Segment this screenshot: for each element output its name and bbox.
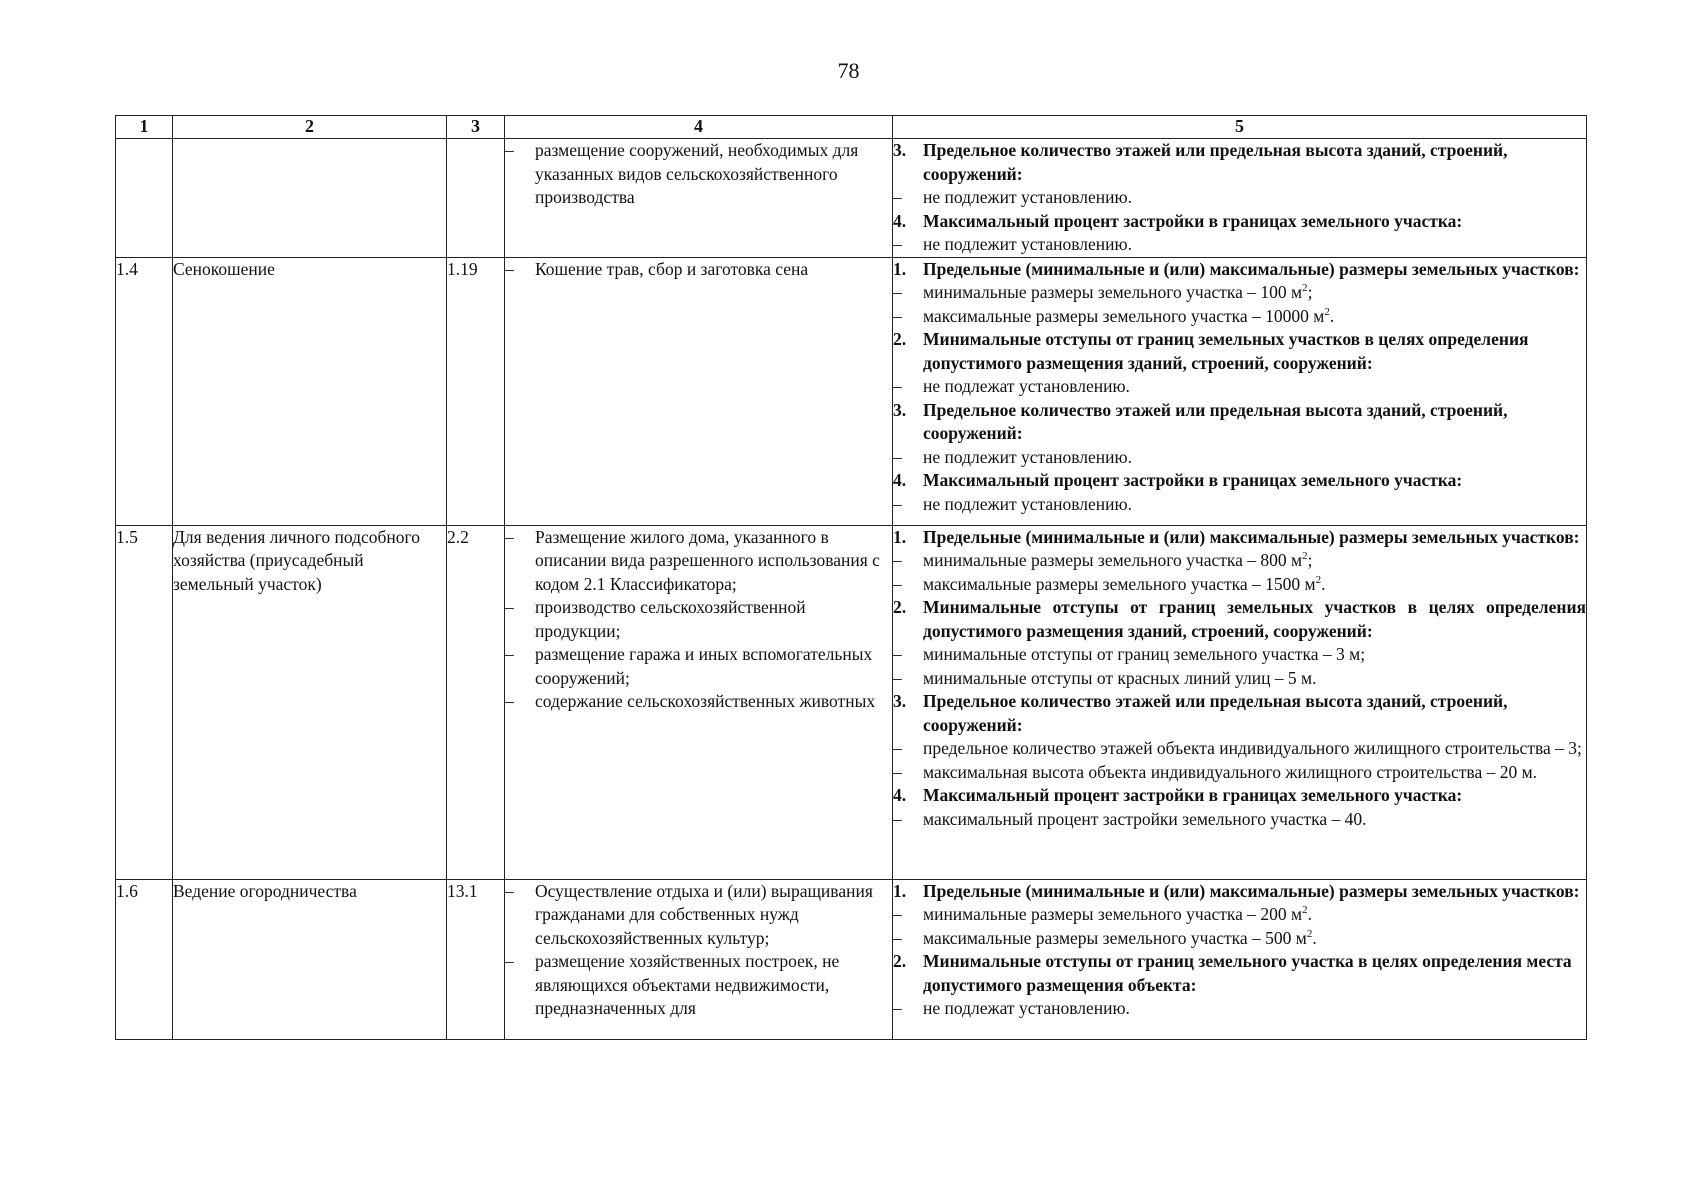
parameter-value xyxy=(893,737,1586,761)
parameter-text xyxy=(923,903,1586,927)
parameter-text-main: предельное количество этажей объекта индивидуального жилищного строительства – 3; xyxy=(923,738,1582,758)
list-marker: – xyxy=(893,305,902,326)
punctuation: . xyxy=(1321,573,1326,594)
parameter-text xyxy=(923,375,1586,399)
use-description-text: Осуществление отдыха и (или) выращивания гражданами для собственных нужд сельскохозяйственных культур; xyxy=(535,880,873,948)
parameter-value xyxy=(893,573,1586,597)
page-number: 78 xyxy=(837,58,860,83)
list-marker: – xyxy=(893,808,902,829)
list-marker: – xyxy=(893,550,902,570)
use-type-name-cell xyxy=(173,139,447,258)
list-marker: 3. xyxy=(893,140,907,160)
use-description-text: Кошение трав, сбор и заготовка сена xyxy=(535,258,809,279)
use-description-item xyxy=(505,526,892,597)
use-description-cell xyxy=(505,879,893,1039)
list-marker: – xyxy=(893,187,902,207)
parameter-value xyxy=(893,761,1586,785)
parameter-heading xyxy=(893,690,1586,737)
bullet-marker: – xyxy=(505,140,514,160)
parameter-text-main: минимальные размеры земельного участка – 800 м xyxy=(923,550,1303,570)
list-marker: – xyxy=(893,282,902,302)
parameter-text-main: минимальные размеры земельного участка – 100 м xyxy=(923,282,1303,302)
bullet-marker: – xyxy=(505,951,514,971)
parameter-text xyxy=(923,139,1586,186)
parameter-text xyxy=(923,667,1586,691)
parameter-heading xyxy=(893,880,1586,904)
classifier-code-cell: 13.1 xyxy=(447,879,505,1039)
use-description-item xyxy=(505,139,892,210)
parameter-text xyxy=(923,210,1586,234)
parameter-text-main: Максимальный процент застройки в границах земельного участка: xyxy=(923,470,1463,490)
parameter-heading xyxy=(893,328,1586,375)
parameter-text-main: не подлежит установлению. xyxy=(923,493,1132,514)
unit-superscript: 2 xyxy=(1315,573,1322,586)
parameter-value xyxy=(893,233,1586,257)
list-marker: 2. xyxy=(893,951,907,971)
header-row xyxy=(116,116,1587,139)
parameter-value xyxy=(893,281,1586,305)
parameter-heading xyxy=(893,784,1586,808)
parameter-heading xyxy=(893,399,1586,446)
parameter-text-main: минимальные отступы от красных линий улиц – 5 м. xyxy=(923,667,1317,688)
list-marker: 2. xyxy=(893,597,907,617)
header-col-2: 2 xyxy=(173,116,447,139)
parameter-heading xyxy=(893,596,1586,643)
parameter-text xyxy=(923,469,1586,493)
parameter-heading xyxy=(893,139,1586,186)
parameter-value xyxy=(893,903,1586,927)
header-col-4: 4 xyxy=(505,116,893,139)
list-marker: 4. xyxy=(893,470,907,490)
parameter-text-main: минимальные размеры земельного участка – 200 м xyxy=(923,904,1303,924)
parameter-text xyxy=(923,997,1586,1021)
use-type-name-cell: Для ведения личного подсобного хозяйства (приусадебный земельный участок) xyxy=(173,525,447,879)
row-number-cell: 1.5 xyxy=(116,525,173,879)
parameter-heading xyxy=(893,469,1586,493)
list-marker: 4. xyxy=(893,210,907,231)
bullet-marker: – xyxy=(505,526,514,547)
punctuation: . xyxy=(1307,904,1312,924)
parameter-text-main: максимальные размеры земельного участка – 1500 м xyxy=(923,573,1316,594)
parameter-text xyxy=(923,737,1586,761)
parameter-text-main: Предельное количество этажей или предельная высота зданий, строений, сооружений: xyxy=(923,140,1508,184)
header-col-3: 3 xyxy=(447,116,505,139)
parameter-text xyxy=(923,808,1586,832)
use-description-text: содержание сельскохозяйственных животных xyxy=(535,691,876,711)
parameter-text-main: Предельное количество этажей или предельная высота зданий, строений, сооружений: xyxy=(923,399,1508,443)
use-type-name-cell: Ведение огородничества xyxy=(173,879,447,1039)
unit-superscript: 2 xyxy=(1306,927,1313,940)
row-number-cell: 1.4 xyxy=(116,257,173,525)
parameter-text-main: не подлежит установлению. xyxy=(923,234,1132,254)
list-marker: – xyxy=(893,761,902,782)
list-marker: – xyxy=(893,927,902,948)
parameter-text xyxy=(923,880,1586,904)
bullet-marker: – xyxy=(505,880,514,901)
list-marker: 1. xyxy=(893,526,907,547)
use-description-cell xyxy=(505,139,893,258)
list-marker: – xyxy=(893,573,902,594)
use-description-item xyxy=(505,258,892,282)
unit-superscript: 2 xyxy=(1302,904,1308,917)
parameters-cell xyxy=(893,879,1587,1039)
parameter-text xyxy=(923,549,1586,573)
unit-superscript: 2 xyxy=(1324,305,1330,318)
parameter-text xyxy=(923,399,1586,446)
table-row xyxy=(116,139,1587,258)
bullet-marker: – xyxy=(505,597,514,617)
parameter-text xyxy=(923,784,1586,808)
parameter-value xyxy=(893,997,1586,1021)
use-type-name-cell: Сенокошение xyxy=(173,257,447,525)
parameter-text-main: Минимальные отступы от границ земельных участков в целях определения допустимого размещения зданий, строений, сооружений: xyxy=(923,597,1586,641)
parameter-text xyxy=(923,950,1586,997)
parameter-text-main: Предельные (минимальные и (или) максимальные) размеры земельных участков: xyxy=(923,880,1580,901)
punctuation: ; xyxy=(1307,282,1313,302)
parameter-text xyxy=(923,258,1586,282)
parameters-cell xyxy=(893,257,1587,525)
bullet-marker: – xyxy=(505,644,514,664)
use-description-text: размещение гаража и иных вспомогательных сооружений; xyxy=(535,644,873,688)
unit-superscript: 2 xyxy=(1302,282,1308,295)
parameter-text-main: не подлежат установлению. xyxy=(923,998,1130,1018)
punctuation: . xyxy=(1312,927,1317,948)
use-description-text: Размещение жилого дома, указанного в описании вида разрешенного использования с кодом 2.1 Классификатора; xyxy=(535,526,880,594)
use-description-text: размещение хозяйственных построек, не являющихся объектами недвижимости, предназначенных для xyxy=(535,951,840,1018)
parameter-text xyxy=(923,573,1586,597)
parameter-text xyxy=(923,186,1586,210)
unit-superscript: 2 xyxy=(1302,550,1308,563)
parameter-heading xyxy=(893,210,1586,234)
parameter-value xyxy=(893,375,1586,399)
parameter-text-main: минимальные отступы от границ земельного участка – 3 м; xyxy=(923,644,1366,664)
use-description-item xyxy=(505,596,892,643)
list-marker: – xyxy=(893,904,902,924)
parameter-text xyxy=(923,526,1586,550)
list-marker: 3. xyxy=(893,399,907,420)
parameter-text xyxy=(923,446,1586,470)
bullet-marker: – xyxy=(505,258,514,279)
parameter-text-main: Предельные (минимальные и (или) максимальные) размеры земельных участков: xyxy=(923,526,1580,547)
classifier-code-cell xyxy=(447,139,505,258)
parameter-text-main: максимальные размеры земельного участка – 500 м xyxy=(923,927,1307,948)
parameter-text xyxy=(923,596,1586,643)
parameter-value xyxy=(893,667,1586,691)
list-marker: – xyxy=(893,376,902,396)
list-marker: 1. xyxy=(893,258,907,279)
table-row xyxy=(116,879,1587,1039)
zoning-regulations-table xyxy=(115,115,1587,1040)
parameter-text-main: Максимальный процент застройки в границах земельного участка: xyxy=(923,210,1463,231)
parameter-text-main: максимальный процент застройки земельного участка – 40. xyxy=(923,808,1367,829)
use-description-item xyxy=(505,880,892,951)
list-marker: – xyxy=(893,998,902,1018)
list-marker: 3. xyxy=(893,691,907,711)
parameter-text-main: Минимальные отступы от границ земельных участков в целях определения допустимого размещения зданий, строений, сооружений: xyxy=(923,329,1529,373)
list-marker: – xyxy=(893,667,902,688)
use-description-text: производство сельскохозяйственной продукции; xyxy=(535,597,806,641)
list-marker: 1. xyxy=(893,880,907,901)
parameter-value xyxy=(893,186,1586,210)
parameter-value xyxy=(893,493,1586,517)
classifier-code-cell: 2.2 xyxy=(447,525,505,879)
parameter-text-main: максимальная высота объекта индивидуального жилищного строительства – 20 м. xyxy=(923,761,1538,782)
list-marker: – xyxy=(893,493,902,514)
bullet-marker: – xyxy=(505,691,514,711)
parameter-value xyxy=(893,549,1586,573)
parameter-value xyxy=(893,808,1586,832)
header-col-1: 1 xyxy=(116,116,173,139)
parameter-text-main: Максимальный процент застройки в границах земельного участка: xyxy=(923,785,1463,805)
parameter-heading xyxy=(893,950,1586,997)
use-description-cell xyxy=(505,257,893,525)
list-marker: – xyxy=(893,234,902,254)
parameter-text xyxy=(923,233,1586,257)
list-marker: – xyxy=(893,738,902,758)
row-number-cell: 1.6 xyxy=(116,879,173,1039)
punctuation: . xyxy=(1329,305,1335,326)
parameter-value xyxy=(893,927,1586,951)
parameter-text xyxy=(923,761,1586,785)
table-row xyxy=(116,257,1587,525)
parameter-text-main: не подлежат установлению. xyxy=(923,376,1130,396)
parameter-text xyxy=(923,927,1586,951)
parameter-text-main: не подлежит установлению. xyxy=(923,187,1132,207)
parameters-cell xyxy=(893,139,1587,258)
table-row xyxy=(116,525,1587,879)
parameter-text xyxy=(923,328,1586,375)
parameter-text-main: не подлежит установлению. xyxy=(923,446,1132,467)
list-marker: 4. xyxy=(893,785,907,805)
parameter-text xyxy=(923,690,1586,737)
parameter-text-main: Предельное количество этажей или предельная высота зданий, строений, сооружений: xyxy=(923,691,1508,735)
parameter-text-main: максимальные размеры земельного участка – 10000 м xyxy=(923,305,1325,326)
parameter-value xyxy=(893,446,1586,470)
parameter-text xyxy=(923,643,1586,667)
parameter-heading xyxy=(893,526,1586,550)
use-description-item xyxy=(505,643,892,690)
parameter-text xyxy=(923,305,1586,329)
punctuation: ; xyxy=(1307,550,1313,570)
parameter-heading xyxy=(893,258,1586,282)
parameter-text-main: Предельные (минимальные и (или) максимальные) размеры земельных участков: xyxy=(923,258,1580,279)
parameter-text-main: Минимальные отступы от границ земельного участка в целях определения места допустимого размещения объекта: xyxy=(923,951,1572,995)
list-marker: 2. xyxy=(893,329,907,349)
classifier-code-cell: 1.19 xyxy=(447,257,505,525)
list-marker: – xyxy=(893,446,902,467)
use-description-item xyxy=(505,690,892,714)
header-col-5: 5 xyxy=(893,116,1587,139)
parameter-text xyxy=(923,493,1586,517)
parameter-text xyxy=(923,281,1586,305)
use-description-cell xyxy=(505,525,893,879)
use-description-text: размещение сооружений, необходимых для указанных видов сельскохозяйственного производства xyxy=(535,140,859,207)
list-marker: – xyxy=(893,644,902,664)
row-number-cell xyxy=(116,139,173,258)
use-description-item xyxy=(505,950,892,1021)
parameter-value xyxy=(893,643,1586,667)
parameter-value xyxy=(893,305,1586,329)
parameters-cell xyxy=(893,525,1587,879)
